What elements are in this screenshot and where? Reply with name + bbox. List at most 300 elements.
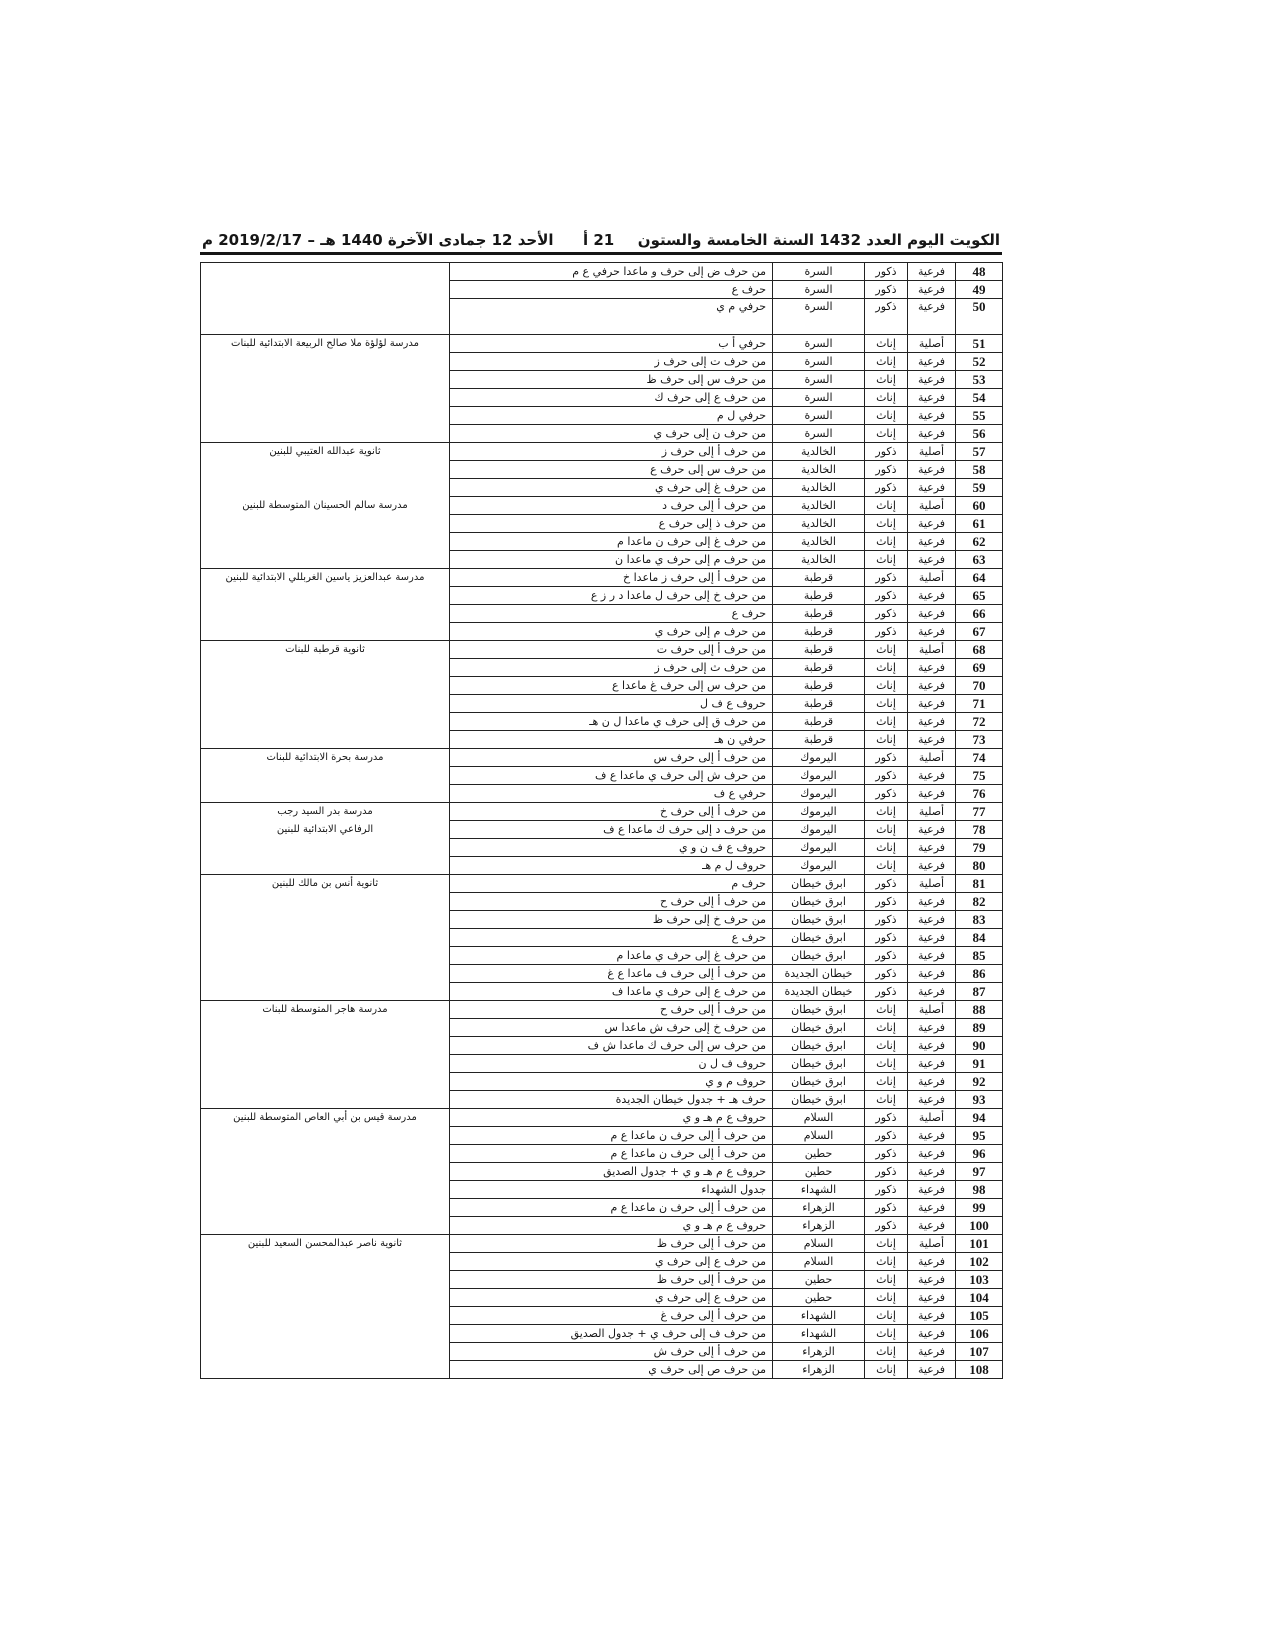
table-row xyxy=(201,749,1003,767)
row-letters: من حرف خ إلى حرف ل ماعدا د ر ز ع xyxy=(450,587,773,605)
row-letters: من حرف أ إلى حرف ف ماعدا ع غ xyxy=(450,965,773,983)
row-gender: ذكور xyxy=(865,623,908,641)
row-gender: ذكور xyxy=(865,299,908,335)
row-type: فرعية xyxy=(908,515,956,533)
school-cell xyxy=(201,299,450,335)
row-type: فرعية xyxy=(908,1253,956,1271)
row-letters: من حرف ذ إلى حرف ع xyxy=(450,515,773,533)
row-gender: إناث xyxy=(865,821,908,839)
row-letters: من حرف د إلى حرف ك ماعدا ع ف xyxy=(450,821,773,839)
row-area: ابرق خيطان xyxy=(773,911,865,929)
table-row xyxy=(201,857,1003,875)
row-number: 49 xyxy=(956,281,1003,299)
row-gender: ذكور xyxy=(865,983,908,1001)
row-type: فرعية xyxy=(908,929,956,947)
school-cell xyxy=(201,1271,450,1289)
row-gender: ذكور xyxy=(865,929,908,947)
school-cell xyxy=(201,767,450,785)
row-letters: حروف ل م هـ xyxy=(450,857,773,875)
table-row xyxy=(201,1073,1003,1091)
row-number: 81 xyxy=(956,875,1003,893)
row-gender: ذكور xyxy=(865,1217,908,1235)
row-letters: من حرف ص إلى حرف ي xyxy=(450,1361,773,1379)
row-area: قرطبة xyxy=(773,569,865,587)
row-number: 85 xyxy=(956,947,1003,965)
row-letters: حرف ع xyxy=(450,281,773,299)
gazette-title: الكويت اليوم العدد 1432 السنة الخامسة والستون xyxy=(637,231,1000,249)
row-gender: إناث xyxy=(865,695,908,713)
row-number: 96 xyxy=(956,1145,1003,1163)
row-gender: إناث xyxy=(865,407,908,425)
row-area: ابرق خيطان xyxy=(773,947,865,965)
table-row xyxy=(201,461,1003,479)
row-gender: ذكور xyxy=(865,911,908,929)
school-cell xyxy=(201,1145,450,1163)
row-letters: حرف ع xyxy=(450,929,773,947)
row-type: فرعية xyxy=(908,533,956,551)
table-row xyxy=(201,785,1003,803)
row-type: فرعية xyxy=(908,983,956,1001)
row-type: فرعية xyxy=(908,1037,956,1055)
school-cell xyxy=(201,353,450,371)
row-area: اليرموك xyxy=(773,839,865,857)
row-letters: من حرف أ إلى حرف ح xyxy=(450,1001,773,1019)
row-type: فرعية xyxy=(908,821,956,839)
row-area: قرطبة xyxy=(773,695,865,713)
school-cell xyxy=(201,389,450,407)
school-cell xyxy=(201,551,450,569)
row-type: فرعية xyxy=(908,713,956,731)
row-number: 100 xyxy=(956,1217,1003,1235)
row-area: السرة xyxy=(773,299,865,335)
row-letters: من حرف غ إلى حرف ن ماعدا م xyxy=(450,533,773,551)
row-area: السرة xyxy=(773,263,865,281)
row-type: فرعية xyxy=(908,767,956,785)
school-name: مدرسة هاجر المتوسطة للبنات xyxy=(201,1001,450,1019)
table-row xyxy=(201,821,1003,839)
row-letters: حرفي أ ب xyxy=(450,335,773,353)
row-number: 69 xyxy=(956,659,1003,677)
row-area: السلام xyxy=(773,1109,865,1127)
row-letters: حرفي م ي xyxy=(450,299,773,335)
row-number: 93 xyxy=(956,1091,1003,1109)
row-area: الخالدية xyxy=(773,497,865,515)
row-number: 108 xyxy=(956,1361,1003,1379)
row-letters: من حرف خ إلى حرف ش ماعدا س xyxy=(450,1019,773,1037)
row-area: السرة xyxy=(773,353,865,371)
row-number: 65 xyxy=(956,587,1003,605)
school-name: ثانوية ناصر عبدالمحسن السعيد للبنين xyxy=(201,1235,450,1253)
row-gender: إناث xyxy=(865,1361,908,1379)
row-number: 97 xyxy=(956,1163,1003,1181)
row-gender: إناث xyxy=(865,515,908,533)
row-type: فرعية xyxy=(908,695,956,713)
row-area: الزهراء xyxy=(773,1343,865,1361)
row-area: حطين xyxy=(773,1145,865,1163)
row-letters: حروف م و ي xyxy=(450,1073,773,1091)
row-gender: إناث xyxy=(865,1055,908,1073)
table-row xyxy=(201,371,1003,389)
row-gender: ذكور xyxy=(865,1181,908,1199)
row-type: فرعية xyxy=(908,1163,956,1181)
row-type: فرعية xyxy=(908,1127,956,1145)
row-letters: من حرف أ إلى حرف ن ماعدا ع م xyxy=(450,1127,773,1145)
row-area: اليرموك xyxy=(773,767,865,785)
row-area: السلام xyxy=(773,1253,865,1271)
row-type: فرعية xyxy=(908,1307,956,1325)
row-number: 73 xyxy=(956,731,1003,749)
row-gender: إناث xyxy=(865,335,908,353)
row-type: فرعية xyxy=(908,947,956,965)
row-area: الخالدية xyxy=(773,515,865,533)
table-row xyxy=(201,551,1003,569)
row-type: فرعية xyxy=(908,1145,956,1163)
row-area: قرطبة xyxy=(773,731,865,749)
row-area: الخالدية xyxy=(773,533,865,551)
row-number: 75 xyxy=(956,767,1003,785)
row-area: الزهراء xyxy=(773,1217,865,1235)
row-type: فرعية xyxy=(908,425,956,443)
school-cell xyxy=(201,1217,450,1235)
row-area: السرة xyxy=(773,281,865,299)
row-number: 95 xyxy=(956,1127,1003,1145)
school-cell xyxy=(201,713,450,731)
table-row xyxy=(201,407,1003,425)
row-type: فرعية xyxy=(908,623,956,641)
row-number: 91 xyxy=(956,1055,1003,1073)
table-row xyxy=(201,353,1003,371)
row-gender: إناث xyxy=(865,1325,908,1343)
row-gender: ذكور xyxy=(865,749,908,767)
row-area: قرطبة xyxy=(773,677,865,695)
school-cell xyxy=(201,731,450,749)
row-letters: من حرف ن إلى حرف ي xyxy=(450,425,773,443)
row-type: أصلية xyxy=(908,1109,956,1127)
row-number: 80 xyxy=(956,857,1003,875)
row-gender: إناث xyxy=(865,1235,908,1253)
row-number: 72 xyxy=(956,713,1003,731)
row-number: 79 xyxy=(956,839,1003,857)
row-gender: إناث xyxy=(865,803,908,821)
table-row xyxy=(201,1325,1003,1343)
row-letters: حروف ع ف ل xyxy=(450,695,773,713)
row-number: 92 xyxy=(956,1073,1003,1091)
school-cell xyxy=(201,1055,450,1073)
row-type: أصلية xyxy=(908,803,956,821)
row-gender: ذكور xyxy=(865,461,908,479)
row-type: فرعية xyxy=(908,1091,956,1109)
table-row xyxy=(201,641,1003,659)
school-cell xyxy=(201,371,450,389)
page-number: 21 أ xyxy=(583,231,615,249)
row-letters: من حرف أ إلى حرف س xyxy=(450,749,773,767)
row-area: ابرق خيطان xyxy=(773,1091,865,1109)
row-gender: ذكور xyxy=(865,1199,908,1217)
table-row xyxy=(201,1343,1003,1361)
row-gender: إناث xyxy=(865,677,908,695)
row-area: قرطبة xyxy=(773,713,865,731)
row-letters: من حرف غ إلى حرف ي ماعدا م xyxy=(450,947,773,965)
table-row xyxy=(201,659,1003,677)
row-area: السرة xyxy=(773,407,865,425)
school-cell xyxy=(201,1343,450,1361)
row-gender: إناث xyxy=(865,1253,908,1271)
row-area: السرة xyxy=(773,425,865,443)
row-gender: إناث xyxy=(865,1307,908,1325)
row-gender: ذكور xyxy=(865,443,908,461)
row-type: فرعية xyxy=(908,281,956,299)
table-row xyxy=(201,605,1003,623)
school-cell xyxy=(201,1199,450,1217)
school-cell xyxy=(201,1127,450,1145)
school-cell xyxy=(201,1091,450,1109)
row-number: 50 xyxy=(956,299,1003,335)
school-cell xyxy=(201,839,450,857)
row-type: فرعية xyxy=(908,371,956,389)
row-letters: من حرف أ إلى حرف ز xyxy=(450,443,773,461)
row-gender: ذكور xyxy=(865,1145,908,1163)
row-letters: من حرف أ إلى حرف ظ xyxy=(450,1271,773,1289)
header-rule xyxy=(200,252,1002,255)
table-row xyxy=(201,911,1003,929)
school-name: ثانوية عبدالله العتيبي للبنين xyxy=(201,443,450,461)
row-area: الخالدية xyxy=(773,461,865,479)
row-number: 98 xyxy=(956,1181,1003,1199)
row-letters: من حرف م إلى حرف ي xyxy=(450,623,773,641)
school-cell xyxy=(201,623,450,641)
row-letters: حرف ع xyxy=(450,605,773,623)
row-type: فرعية xyxy=(908,1325,956,1343)
row-gender: إناث xyxy=(865,713,908,731)
school-cell xyxy=(201,983,450,1001)
row-type: فرعية xyxy=(908,353,956,371)
row-area: السلام xyxy=(773,1235,865,1253)
row-number: 84 xyxy=(956,929,1003,947)
school-cell xyxy=(201,659,450,677)
school-cell xyxy=(201,1307,450,1325)
row-area: خيطان الجديدة xyxy=(773,965,865,983)
school-cell xyxy=(201,1073,450,1091)
row-area: ابرق خيطان xyxy=(773,1037,865,1055)
school-cell xyxy=(201,965,450,983)
row-area: السرة xyxy=(773,389,865,407)
table-row xyxy=(201,695,1003,713)
row-letters: من حرف أ إلى حرف ح xyxy=(450,893,773,911)
row-type: فرعية xyxy=(908,551,956,569)
table-row xyxy=(201,479,1003,497)
row-letters: حروف ع م هـ و ي xyxy=(450,1217,773,1235)
table-row xyxy=(201,1181,1003,1199)
row-area: الزهراء xyxy=(773,1199,865,1217)
table-row xyxy=(201,731,1003,749)
row-number: 52 xyxy=(956,353,1003,371)
row-letters: حرف م xyxy=(450,875,773,893)
row-type: فرعية xyxy=(908,1055,956,1073)
table-row xyxy=(201,299,1003,335)
school-cell xyxy=(201,695,450,713)
row-number: 87 xyxy=(956,983,1003,1001)
school-cell xyxy=(201,479,450,497)
row-area: ابرق خيطان xyxy=(773,875,865,893)
table-row xyxy=(201,1253,1003,1271)
table-row xyxy=(201,623,1003,641)
row-type: أصلية xyxy=(908,1001,956,1019)
table-row xyxy=(201,803,1003,821)
row-gender: ذكور xyxy=(865,263,908,281)
school-cell xyxy=(201,893,450,911)
school-name: مدرسة قيس بن أبي العاص المتوسطة للبنين xyxy=(201,1109,450,1127)
row-gender: إناث xyxy=(865,371,908,389)
school-cell xyxy=(201,515,450,533)
row-area: قرطبة xyxy=(773,659,865,677)
row-letters: من حرف س إلى حرف ظ xyxy=(450,371,773,389)
row-type: فرعية xyxy=(908,965,956,983)
row-number: 68 xyxy=(956,641,1003,659)
row-type: فرعية xyxy=(908,911,956,929)
school-cell xyxy=(201,407,450,425)
row-type: فرعية xyxy=(908,1199,956,1217)
table-row xyxy=(201,947,1003,965)
table-row xyxy=(201,713,1003,731)
row-gender: إناث xyxy=(865,425,908,443)
row-type: فرعية xyxy=(908,263,956,281)
school-cell xyxy=(201,587,450,605)
row-number: 51 xyxy=(956,335,1003,353)
school-cell xyxy=(201,1253,450,1271)
row-number: 94 xyxy=(956,1109,1003,1127)
row-letters: من حرف م إلى حرف ي ماعدا ن xyxy=(450,551,773,569)
school-cell xyxy=(201,461,450,479)
row-area: قرطبة xyxy=(773,623,865,641)
row-area: الشهداء xyxy=(773,1307,865,1325)
row-number: 67 xyxy=(956,623,1003,641)
row-area: الخالدية xyxy=(773,551,865,569)
row-area: ابرق خيطان xyxy=(773,929,865,947)
row-gender: إناث xyxy=(865,731,908,749)
row-letters: حروف ف ل ن xyxy=(450,1055,773,1073)
school-cell xyxy=(201,677,450,695)
row-area: ابرق خيطان xyxy=(773,1019,865,1037)
row-type: فرعية xyxy=(908,1019,956,1037)
row-type: فرعية xyxy=(908,839,956,857)
table-row xyxy=(201,1361,1003,1379)
row-area: ابرق خيطان xyxy=(773,893,865,911)
row-number: 61 xyxy=(956,515,1003,533)
row-gender: ذكور xyxy=(865,965,908,983)
row-number: 63 xyxy=(956,551,1003,569)
row-number: 76 xyxy=(956,785,1003,803)
row-letters: من حرف أ إلى حرف ش xyxy=(450,1343,773,1361)
row-gender: ذكور xyxy=(865,875,908,893)
row-number: 103 xyxy=(956,1271,1003,1289)
row-area: اليرموك xyxy=(773,803,865,821)
row-type: فرعية xyxy=(908,659,956,677)
row-area: قرطبة xyxy=(773,587,865,605)
school-cell xyxy=(201,263,450,281)
school-cell xyxy=(201,1325,450,1343)
row-type: أصلية xyxy=(908,749,956,767)
row-area: ابرق خيطان xyxy=(773,1055,865,1073)
school-name: مدرسة بدر السيد رجب xyxy=(201,803,450,821)
row-letters: من حرف ع إلى حرف ي ماعدا ف xyxy=(450,983,773,1001)
row-area: حطين xyxy=(773,1163,865,1181)
table-row xyxy=(201,929,1003,947)
table-row xyxy=(201,1055,1003,1073)
school-cell xyxy=(201,911,450,929)
school-cell xyxy=(201,785,450,803)
row-number: 55 xyxy=(956,407,1003,425)
row-type: فرعية xyxy=(908,1361,956,1379)
row-number: 90 xyxy=(956,1037,1003,1055)
row-number: 48 xyxy=(956,263,1003,281)
row-gender: ذكور xyxy=(865,569,908,587)
row-area: السلام xyxy=(773,1127,865,1145)
row-number: 70 xyxy=(956,677,1003,695)
row-letters: من حرف أ إلى حرف ظ xyxy=(450,1235,773,1253)
row-number: 77 xyxy=(956,803,1003,821)
row-number: 58 xyxy=(956,461,1003,479)
row-letters: من حرف س إلى حرف غ ماعدا ع xyxy=(450,677,773,695)
table-row xyxy=(201,497,1003,515)
row-letters: حروف ع م هـ و ي + جدول الصديق xyxy=(450,1163,773,1181)
row-letters: من حرف أ إلى حرف ن ماعدا ع م xyxy=(450,1199,773,1217)
row-area: السرة xyxy=(773,335,865,353)
table-row xyxy=(201,569,1003,587)
row-area: اليرموك xyxy=(773,821,865,839)
allocation-table xyxy=(200,262,1003,1379)
row-type: فرعية xyxy=(908,605,956,623)
row-letters: من حرف ف إلى حرف ي + جدول الصديق xyxy=(450,1325,773,1343)
row-number: 106 xyxy=(956,1325,1003,1343)
row-letters: حرف هـ + جدول خيطان الجديدة xyxy=(450,1091,773,1109)
row-area: الخالدية xyxy=(773,443,865,461)
row-type: فرعية xyxy=(908,479,956,497)
table-row xyxy=(201,263,1003,281)
row-number: 60 xyxy=(956,497,1003,515)
row-gender: ذكور xyxy=(865,785,908,803)
row-gender: إناث xyxy=(865,857,908,875)
row-letters: من حرف خ إلى حرف ظ xyxy=(450,911,773,929)
row-area: اليرموك xyxy=(773,749,865,767)
school-cell xyxy=(201,947,450,965)
row-letters: حرفي ع ف xyxy=(450,785,773,803)
school-cell xyxy=(201,1181,450,1199)
row-type: فرعية xyxy=(908,893,956,911)
table-row xyxy=(201,533,1003,551)
row-number: 99 xyxy=(956,1199,1003,1217)
row-gender: إناث xyxy=(865,497,908,515)
school-cell xyxy=(201,605,450,623)
school-cell xyxy=(201,1037,450,1055)
row-type: فرعية xyxy=(908,587,956,605)
school-name: مدرسة لؤلؤة ملا صالح الربيعة الابتدائية للبنات xyxy=(201,335,450,353)
row-letters: من حرف أ إلى حرف ت xyxy=(450,641,773,659)
row-number: 89 xyxy=(956,1019,1003,1037)
row-number: 102 xyxy=(956,1253,1003,1271)
row-type: فرعية xyxy=(908,1271,956,1289)
row-letters: حروف ع م هـ و ي xyxy=(450,1109,773,1127)
school-name: الرفاعي الابتدائية للبنين xyxy=(201,821,450,839)
table-row xyxy=(201,1235,1003,1253)
row-gender: ذكور xyxy=(865,947,908,965)
table-row xyxy=(201,425,1003,443)
school-cell xyxy=(201,425,450,443)
row-area: اليرموك xyxy=(773,785,865,803)
row-gender: إناث xyxy=(865,659,908,677)
row-area: قرطبة xyxy=(773,641,865,659)
row-area: الزهراء xyxy=(773,1361,865,1379)
row-gender: ذكور xyxy=(865,1109,908,1127)
